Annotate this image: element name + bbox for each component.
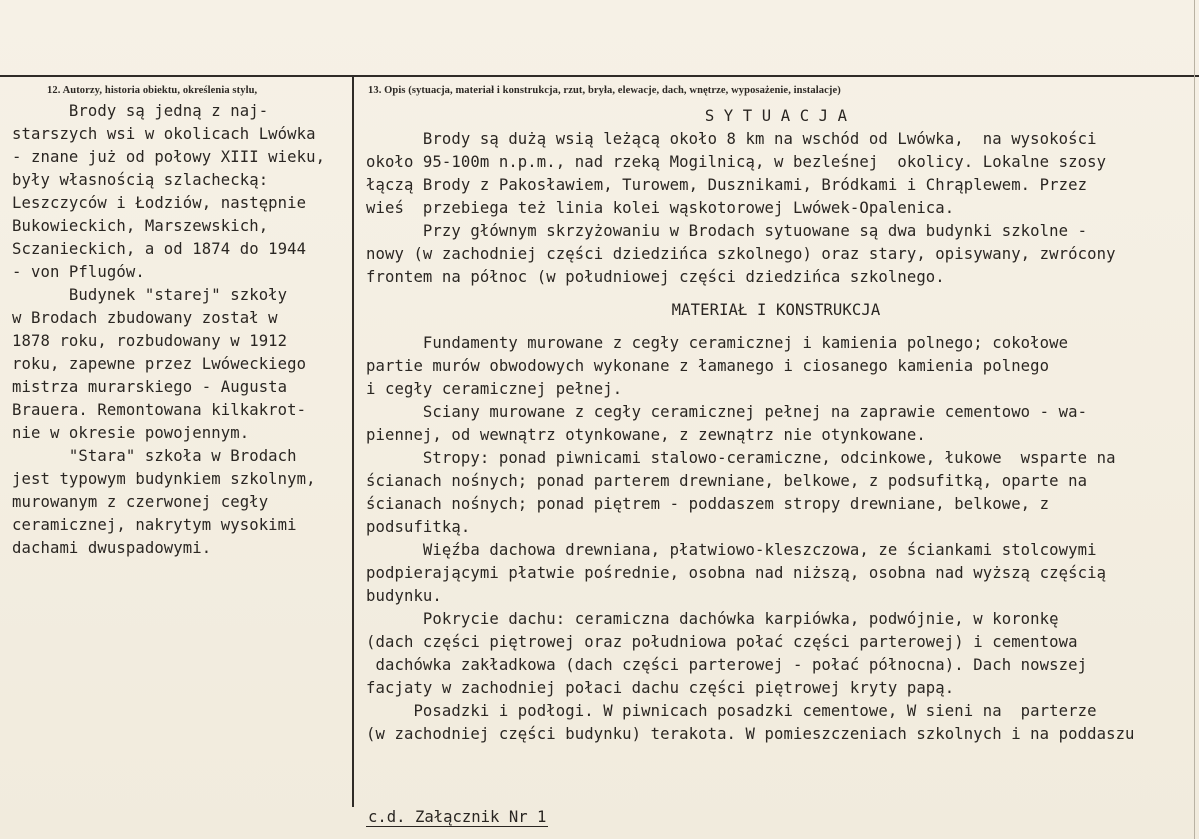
history-text-line: Brody są jedną z naj- [12,102,269,120]
material-text-line: Więźba dachowa drewniana, płatwiowo-kleszczowa, ze ściankami stolcowymi [366,541,1097,559]
history-text-line: murowanym z czerwonej cegły [12,493,269,511]
material-text-line: Stropy: ponad piwnicami stalowo-ceramiczne, odcinkowe, łukowe wsparte na [366,449,1116,467]
history-text-line: "Stara" szkoła w Brodach [12,447,297,465]
material-text-line: (dach części piętrowej oraz południowa połać części parterowej) i cementowa [366,633,1078,651]
history-text-line: 1878 roku, rozbudowany w 1912 [12,332,288,350]
situation-text [366,128,1186,289]
history-text-line: starszych wsi w okolicach Lwówka [12,125,316,143]
horizontal-divider [0,75,1199,77]
situation-text-line: łączą Brody z Pakosławiem, Turowem, Dusznikami, Bródkami i Chrąplewem. Przez [366,176,1088,194]
history-text-line: Sczanieckich, a od 1874 do 1944 [12,240,307,258]
history-text-line: Leszczyców i Łodziów, następnie [12,194,307,212]
history-text-line: - von Pflugów. [12,263,145,281]
history-text-line: mistrza murarskiego - Augusta [12,378,288,396]
history-text-line: dachami dwuspadowymi. [12,539,212,557]
card-edge [1194,0,1195,839]
material-text [366,332,1186,746]
material-text-line: facjaty w zachodniej połaci dachu części piętrowej kryty papą. [366,679,955,697]
material-text-line: ścianach nośnych; ponad piętrem - poddaszem stropy drewniane, belkowe, z [366,495,1050,513]
material-text-line: Pokrycie dachu: ceramiczna dachówka karpiówka, podwójnie, w koronkę [366,610,1059,628]
material-text-line: Posadzki i podłogi. W piwnicach posadzki cementowe, W sieni na parterze [366,702,1097,720]
column-divider [352,76,354,807]
history-text-line: - znane już od połowy XIII wieku, [12,148,326,166]
history-text-line: były własnością szlachecką: [12,171,269,189]
history-text-line: jest typowym budynkiem szkolnym, [12,470,316,488]
material-text-line: piennej, od wewnątrz otynkowane, z zewnątrz nie otynkowane. [366,426,926,444]
history-text-line: w Brodach zbudowany został w [12,309,278,327]
situation-text-line: frontem na północ (w południowej części dziedzińca szkolnego. [366,268,945,286]
section-12-heading: 12. Autorzy, historia obiektu, określenia stylu, [47,85,258,96]
material-text-line: podpierającymi płatwie pośrednie, osobna nad niższą, osobna nad wyższą częścią [366,564,1107,582]
material-text-line: budynku. [366,587,442,605]
situation-text-line: wieś przebiega też linia kolei wąskotorowej Lwówek-Opalenica. [366,199,955,217]
material-text-line: Sciany murowane z cegły ceramicznej pełnej na zaprawie cementowo - wa- [366,403,1088,421]
material-heading: MATERIAŁ I KONSTRUKCJA [671,301,881,319]
history-text-line: Brauera. Remontowana kilkakrot- [12,401,307,419]
situation-text-line: nowy (w zachodniej części dziedzińca szkolnego) oraz stary, opisywany, zwrócony [366,245,1116,263]
material-text-line: Fundamenty murowane z cegły ceramicznej i kamienia polnego; cokołowe [366,334,1069,352]
history-text-line: Bukowieckich, Marszewskich, [12,217,269,235]
material-text-line: (w zachodniej części budynku) terakota. W pomieszczeniach szkolnych i na poddaszu [366,725,1135,743]
situation-text-line: Brody są dużą wsią leżącą około 8 km na wschód od Lwówka, na wysokości [366,130,1097,148]
material-text-line: dachówka zakładkowa (dach części parterowej - połać północna). Dach nowszej [366,656,1088,674]
history-text-line: roku, zapewne przez Lwóweckiego [12,355,307,373]
material-text-line: i cegły ceramicznej pełnej. [366,380,623,398]
material-text-line: podsufitką. [366,518,471,536]
section-13-heading: 13. Opis (sytuacja, materiał i konstrukcja, rzut, bryła, elewacje, dach, wnętrze, wyposażenie, instalacje) [368,85,841,96]
description-column [366,105,1186,746]
history-text-line: Budynek "starej" szkoły [12,286,288,304]
situation-text-line: około 95-100m n.p.m., nad rzeką Mogilnicą, w bezleśnej okolicy. Lokalne szosy [366,153,1107,171]
situation-text-line: Przy głównym skrzyżowaniu w Brodach sytuowane są dwa budynki szkolne - [366,222,1088,240]
history-text-line: ceramicznej, nakrytym wysokimi [12,516,297,534]
situation-heading: S Y T U A C J A [704,107,848,125]
history-column [12,100,348,560]
attachment-note [366,806,548,828]
material-text-line: ścianach nośnych; ponad parterem drewniane, belkowe, z podsufitką, oparte na [366,472,1088,490]
material-text-line: partie murów obwodowych wykonane z łamanego i ciosanego kamienia polnego [366,357,1050,375]
attachment-note-text: c.d. Załącznik Nr 1 [368,808,547,826]
history-text-line: nie w okresie powojennym. [12,424,250,442]
